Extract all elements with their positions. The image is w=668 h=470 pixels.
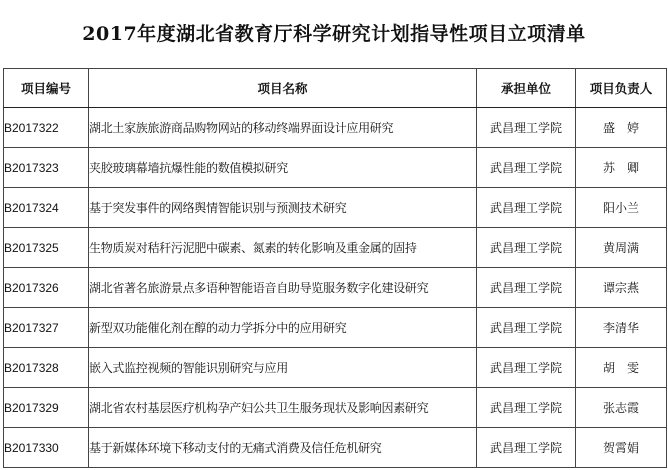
project-name-cell: 生物质炭对秸秆污泥肥中碳素、氮素的转化影响及重金属的固持 (89, 228, 477, 268)
unit-cell: 武昌理工学院 (477, 188, 576, 228)
project-code-cell: B2017329 (4, 388, 89, 428)
unit-cell: 武昌理工学院 (477, 148, 576, 188)
table-row (4, 308, 667, 348)
table-row (4, 268, 667, 308)
unit-cell: 武昌理工学院 (477, 108, 576, 148)
unit-cell: 武昌理工学院 (477, 348, 576, 388)
table-row (4, 228, 667, 268)
project-name-cell: 基于新媒体环境下移动支付的无痛式消费及信任危机研究 (89, 428, 477, 468)
unit-cell: 武昌理工学院 (477, 308, 576, 348)
lead-cell: 黄周满 (576, 228, 667, 268)
table-row (4, 428, 667, 468)
project-name-cell: 湖北省农村基层医疗机构孕产妇公共卫生服务现状及影响因素研究 (89, 388, 477, 428)
lead-cell: 张志霞 (576, 388, 667, 428)
project-name-cell: 基于突发事件的网络舆情智能识别与预测技术研究 (89, 188, 477, 228)
project-code-cell: B2017323 (4, 148, 89, 188)
table-header-row (4, 69, 667, 108)
table-row (4, 148, 667, 188)
header-lead: 项目负责人 (576, 69, 667, 108)
table-row (4, 188, 667, 228)
project-name-cell: 湖北省著名旅游景点多语种智能语音自助导览服务数字化建设研究 (89, 268, 477, 308)
project-code-cell: B2017322 (4, 108, 89, 148)
table-row (4, 108, 667, 148)
project-code-cell: B2017328 (4, 348, 89, 388)
unit-cell: 武昌理工学院 (477, 428, 576, 468)
project-code-cell: B2017324 (4, 188, 89, 228)
unit-cell: 武昌理工学院 (477, 228, 576, 268)
project-list-table (3, 68, 667, 468)
header-unit: 承担单位 (477, 69, 576, 108)
header-project-code: 项目编号 (4, 69, 89, 108)
project-name-cell: 新型双功能催化剂在醇的动力学拆分中的应用研究 (89, 308, 477, 348)
lead-cell: 盛婷 (576, 108, 667, 148)
header-project-name: 项目名称 (89, 69, 477, 108)
document-title: 2017年度湖北省教育厅科学研究计划指导性项目立项清单 (82, 23, 586, 45)
lead-cell: 胡雯 (576, 348, 667, 388)
project-name-cell: 湖北土家族旅游商品购物网站的移动终端界面设计应用研究 (89, 108, 477, 148)
lead-cell: 苏卿 (576, 148, 667, 188)
project-code-cell: B2017326 (4, 268, 89, 308)
lead-cell: 阳小兰 (576, 188, 667, 228)
unit-cell: 武昌理工学院 (477, 268, 576, 308)
lead-cell: 谭宗燕 (576, 268, 667, 308)
project-code-cell: B2017325 (4, 228, 89, 268)
lead-cell: 贺霄娟 (576, 428, 667, 468)
project-code-cell: B2017327 (4, 308, 89, 348)
table-row (4, 348, 667, 388)
table-row (4, 388, 667, 428)
project-name-cell: 嵌入式监控视频的智能识别研究与应用 (89, 348, 477, 388)
lead-cell: 李清华 (576, 308, 667, 348)
unit-cell: 武昌理工学院 (477, 388, 576, 428)
project-name-cell: 夹胶玻璃幕墙抗爆性能的数值模拟研究 (89, 148, 477, 188)
project-code-cell: B2017330 (4, 428, 89, 468)
